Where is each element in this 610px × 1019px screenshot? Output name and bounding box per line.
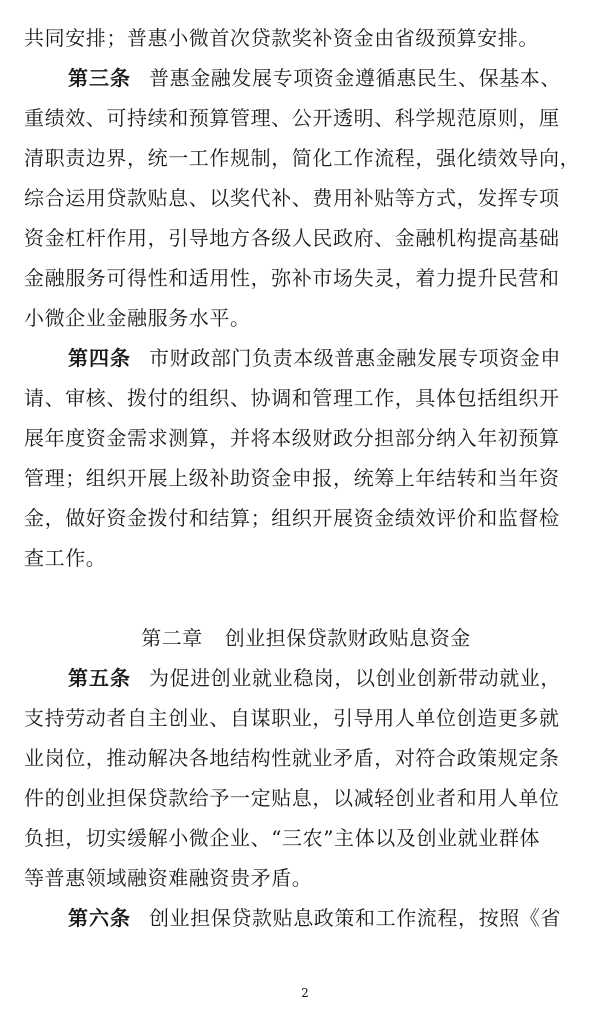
text-line: 展年度资金需求测算，并将本级财政分担部分纳入年初预算 bbox=[24, 426, 560, 450]
article-6-text: 创业担保贷款贴息政策和工作流程，按照《省 bbox=[149, 906, 561, 930]
text-line: 件的创业担保贷款给予一定贴息，以减轻创业者和用人单位 bbox=[24, 786, 560, 810]
article-5-first-line bbox=[24, 658, 588, 698]
text-line: 金，做好资金拨付和结算；组织开展资金绩效评价和监督检 bbox=[24, 506, 560, 530]
article-5-number: 第五条 bbox=[68, 666, 131, 690]
text-line: 等普惠领域融资难融资贵矛盾。 bbox=[24, 866, 313, 890]
document-body bbox=[24, 18, 588, 938]
spacer bbox=[24, 578, 588, 618]
chapter-2-title: 创业担保贷款财政贴息资金 bbox=[224, 626, 471, 650]
text-line: 支持劳动者自主创业、自谋职业，引导用人单位创造更多就 bbox=[24, 706, 560, 730]
article-3-first-line bbox=[24, 58, 588, 98]
text-line: 查工作。 bbox=[24, 546, 107, 570]
text-line: 重绩效、可持续和预算管理、公开透明、科学规范原则，厘 bbox=[24, 106, 560, 130]
text-line: 综合运用贷款贴息、以奖代补、费用补贴等方式，发挥专项 bbox=[24, 186, 560, 210]
article-6-first-line bbox=[24, 898, 588, 938]
text-line: 管理；组织开展上级补助资金申报，统筹上年结转和当年资 bbox=[24, 466, 560, 490]
article-5-text: 为促进创业就业稳岗，以创业创新带动就业， bbox=[149, 666, 561, 690]
article-3-text: 普惠金融发展专项资金遵循惠民生、保基本、 bbox=[149, 66, 561, 90]
text-line: 清职责边界，统一工作规制，简化工作流程，强化绩效导向， bbox=[24, 146, 581, 170]
page-number: 2 bbox=[301, 986, 309, 1000]
text-line: 负担，切实缓解小微企业、“三农”主体以及创业就业群体 bbox=[24, 826, 541, 850]
article-4-first-line bbox=[24, 338, 588, 378]
chapter-2-heading bbox=[24, 618, 588, 658]
article-6-number: 第六条 bbox=[68, 906, 131, 930]
chapter-2-number: 第二章 bbox=[141, 626, 203, 650]
text-line: 请、审核、拨付的组织、协调和管理工作，具体包括组织开 bbox=[24, 386, 560, 410]
text-line: 小微企业金融服务水平。 bbox=[24, 306, 251, 330]
text-line: 业岗位，推动解决各地结构性就业矛盾，对符合政策规定条 bbox=[24, 746, 560, 770]
text-line: 金融服务可得性和适用性，弥补市场失灵，着力提升民营和 bbox=[24, 266, 560, 290]
article-4-number: 第四条 bbox=[68, 346, 131, 370]
article-4-text: 市财政部门负责本级普惠金融发展专项资金申 bbox=[149, 346, 561, 370]
article-3-number: 第三条 bbox=[68, 66, 131, 90]
text-line: 共同安排；普惠小微首次贷款奖补资金由省级预算安排。 bbox=[24, 26, 539, 50]
text-line: 资金杠杆作用，引导地方各级人民政府、金融机构提高基础 bbox=[24, 226, 560, 250]
